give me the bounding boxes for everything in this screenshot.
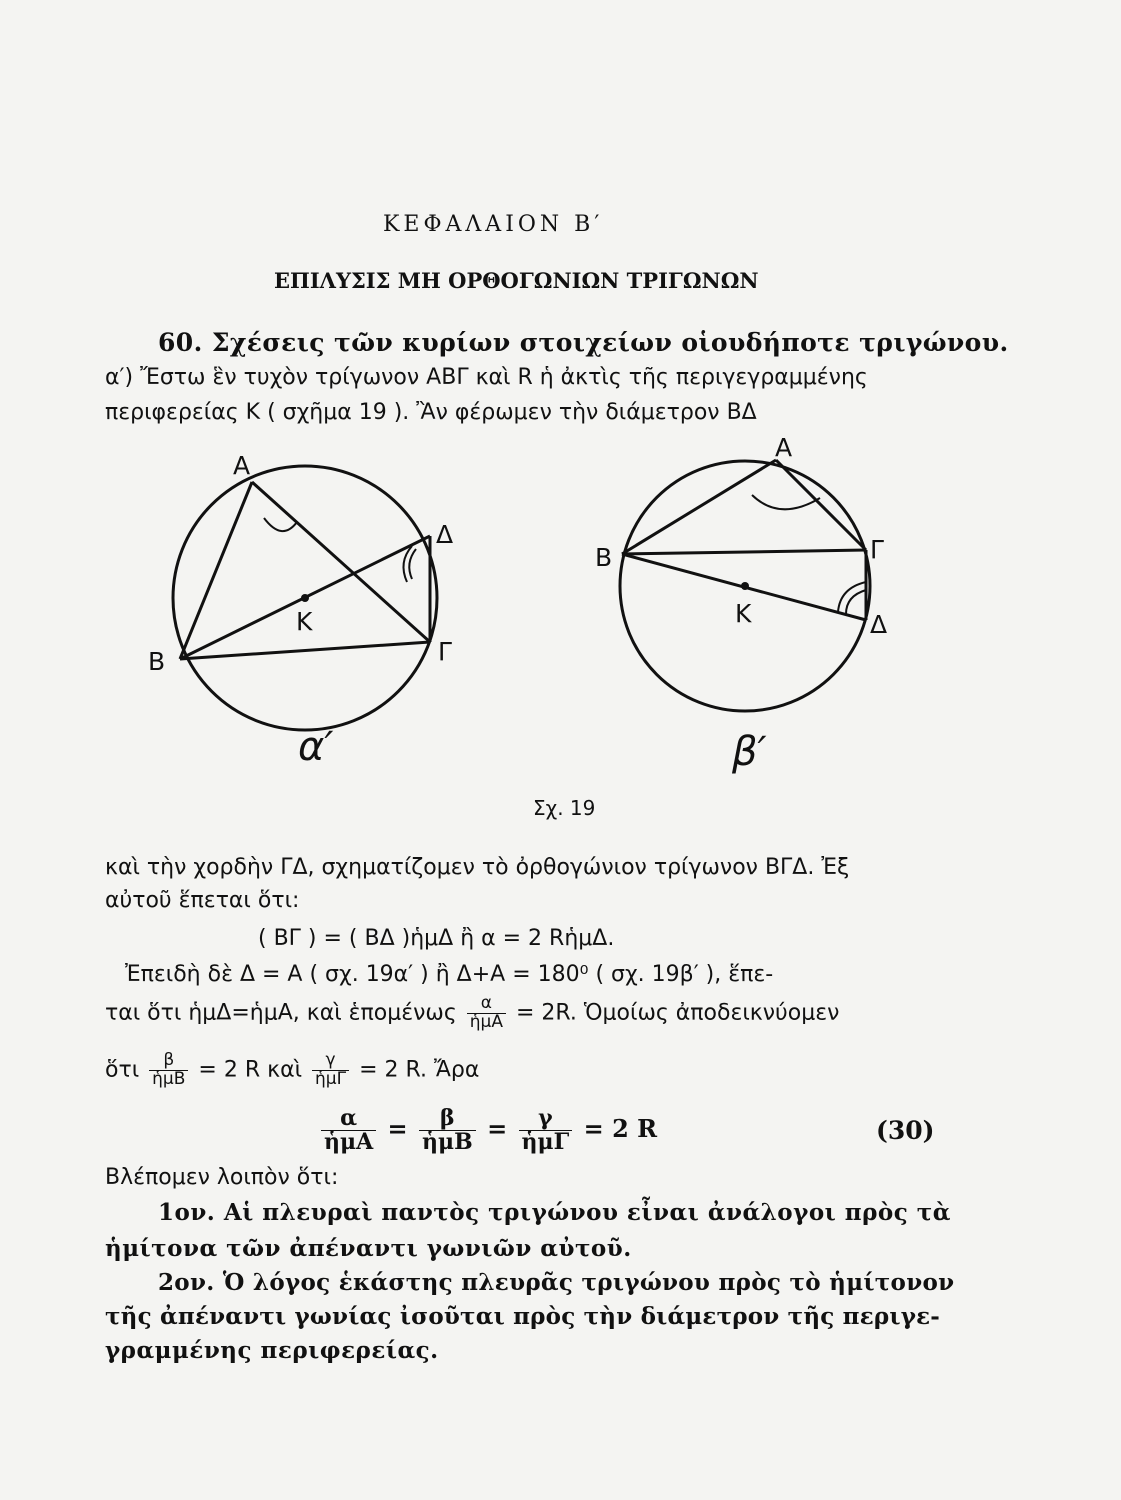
line6-suffix: = 2 R. Ἄρα bbox=[359, 1057, 480, 1083]
fraction-num: γ bbox=[312, 1052, 349, 1071]
paragraph-heading-text: Σχέσεις τῶν κυρίων στοιχείων οἱουδήποτε τριγώνου. bbox=[211, 328, 1009, 357]
right-angle-D-arc-1 bbox=[846, 590, 866, 614]
rule-1-text: Αἱ πλευραὶ παντὸς τριγώνου εἶναι ἀνάλογοι πρὸς τὰ bbox=[223, 1199, 951, 1226]
right-label-A: Α bbox=[775, 433, 793, 462]
figure-caption: Σχ. 19 bbox=[533, 796, 596, 820]
left-caption: α′ bbox=[298, 724, 334, 770]
formula-frac-b bbox=[419, 1107, 476, 1154]
line6-mid: = 2 R καὶ bbox=[198, 1057, 303, 1083]
formula-frac-a bbox=[321, 1107, 376, 1154]
right-side-AB bbox=[622, 460, 776, 554]
body-line-2: αὐτοῦ ἕπεται ὅτι: bbox=[105, 888, 300, 913]
rule-2-label: 2ον. bbox=[158, 1269, 215, 1296]
fraction-den: ἡμΑ bbox=[469, 1011, 503, 1032]
equation-bg: ( ΒΓ ) = ( ΒΔ )ἡμΔ ἢ α = 2 RἡμΔ. bbox=[258, 926, 615, 951]
fraction-a-over-sinA bbox=[467, 995, 506, 1032]
line6-prefix: ὅτι bbox=[105, 1057, 140, 1083]
body-line-1: καὶ τὴν χορδὴν ΓΔ, σχηματίζομεν τὸ ὀρθογώνιον τρίγωνον ΒΓΔ. Ἐξ bbox=[105, 855, 850, 880]
chapter-title: ΚΕΦΑΛΑΙΟΝ Β′ bbox=[383, 212, 604, 237]
left-side-AB bbox=[180, 482, 252, 659]
left-label-B: Β bbox=[148, 647, 166, 676]
left-side-BG bbox=[180, 642, 430, 659]
fraction-b-over-sinB bbox=[149, 1052, 188, 1089]
formula-frac-c bbox=[519, 1107, 573, 1154]
formula-eq-1: = bbox=[387, 1114, 408, 1144]
conclusion-intro: Βλέπομεν λοιπὸν ὅτι: bbox=[105, 1165, 339, 1190]
fraction-den: ἡμΒ bbox=[152, 1068, 186, 1089]
fraction-den: ἡμΑ bbox=[324, 1129, 374, 1156]
body-line-6 bbox=[105, 1052, 479, 1089]
rule-1-line-1 bbox=[158, 1199, 951, 1226]
paragraph-heading bbox=[158, 328, 1009, 357]
left-label-G: Γ bbox=[438, 637, 452, 666]
rule-2-line-1 bbox=[158, 1269, 954, 1296]
body-line-5 bbox=[105, 995, 839, 1032]
fraction-c-over-sinG bbox=[312, 1052, 349, 1089]
rule-2-line-2: τῆς ἀπέναντι γωνίας ἰσοῦται πρὸς τὴν διάμετρον τῆς περιγε- bbox=[105, 1303, 941, 1330]
left-label-D: Δ bbox=[436, 520, 454, 549]
formula-30 bbox=[318, 1107, 657, 1154]
right-label-G: Γ bbox=[870, 535, 884, 564]
paragraph-number: 60. bbox=[158, 328, 203, 357]
left-center-dot bbox=[301, 594, 309, 602]
left-label-K: Κ bbox=[296, 607, 313, 636]
right-side-AG bbox=[776, 460, 866, 550]
fraction-den: ἡμΒ bbox=[422, 1129, 473, 1156]
rule-1-line-2: ἡμίτονα τῶν ἀπέναντι γωνιῶν αὐτοῦ. bbox=[105, 1235, 632, 1262]
rule-2-text: Ὁ λόγος ἑκάστης πλευρᾶς τριγώνου πρὸς τὸ ἡμίτονον bbox=[222, 1269, 955, 1296]
rule-2-line-3: γραμμένης περιφερείας. bbox=[105, 1337, 439, 1364]
fraction-num: β bbox=[149, 1052, 188, 1071]
right-side-BG bbox=[622, 550, 866, 554]
right-caption: β′ bbox=[732, 729, 767, 775]
intro-line-2: περιφερείας Κ ( σχῆμα 19 ). Ἂν φέρωμεν τὴν διάμετρον ΒΔ bbox=[105, 400, 757, 425]
right-center-dot bbox=[741, 582, 749, 590]
line5-suffix: = 2R. Ὁμοίως ἀποδεικνύομεν bbox=[515, 1000, 840, 1026]
section-title: ΕΠΙΛΥΣΙΣ ΜΗ ΟΡΘΟΓΩΝΙΩΝ ΤΡΙΓΩΝΩΝ bbox=[274, 268, 759, 293]
formula-number: (30) bbox=[876, 1116, 935, 1145]
fraction-num: α bbox=[467, 995, 506, 1014]
rule-1-label: 1ον. bbox=[158, 1199, 216, 1226]
intro-line-1: α′) Ἔστω ἓν τυχὸν τρίγωνον ΑΒΓ καὶ R ἡ ἀκτὶς τῆς περιγεγραμμένης bbox=[105, 365, 868, 390]
line5-prefix: ται ὅτι ἡμΔ=ἡμΑ, καὶ ἑπομένως bbox=[105, 1000, 457, 1026]
fraction-den: ἡμΓ bbox=[521, 1129, 570, 1156]
formula-eq-2: = bbox=[487, 1114, 508, 1144]
body-line-4: Ἐπειδὴ δὲ Δ = Α ( σχ. 19α′ ) ἢ Δ+Α = 180⁰ ( σχ. 19β′ ), ἕπε- bbox=[125, 962, 774, 987]
right-label-B: Β bbox=[595, 543, 613, 572]
left-angle-D-arc-2 bbox=[409, 549, 416, 579]
fraction-den: ἡμΓ bbox=[315, 1068, 347, 1089]
fraction-num: β bbox=[419, 1107, 476, 1131]
fraction-num: α bbox=[321, 1107, 376, 1131]
figure-19 bbox=[0, 430, 1121, 850]
left-label-A: Α bbox=[233, 451, 251, 480]
formula-result: = 2 R bbox=[583, 1114, 658, 1144]
fraction-num: γ bbox=[519, 1107, 573, 1131]
right-angle-A-arc bbox=[752, 495, 820, 509]
right-label-K: Κ bbox=[735, 599, 752, 628]
right-label-D: Δ bbox=[870, 610, 888, 639]
